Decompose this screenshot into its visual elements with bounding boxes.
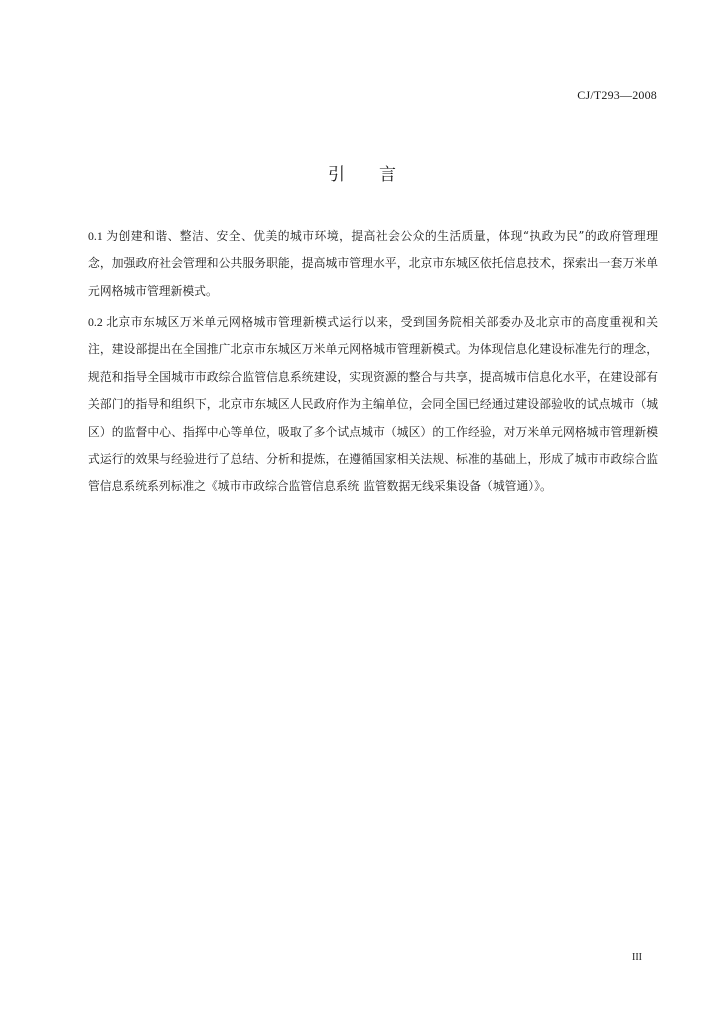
- paragraph-0-2: [88, 309, 658, 501]
- paragraph-number: 0.2: [88, 315, 103, 329]
- page-title: 引 言: [328, 165, 396, 185]
- document-code: CJ/T293—2008: [577, 88, 657, 102]
- paragraph-text: 为创建和谐、整洁、安全、优美的城市环境，提高社会公众的生活质量，体现“执政为民”的政府管理理念，加强政府社会管理和公共服务职能，提高城市管理水平，北京市东城区依托信息技术，探索出一套万米单元网格城市管理新模式。: [88, 229, 658, 298]
- paragraph-text: 北京市东城区万米单元网格城市管理新模式运行以来，受到国务院相关部委办及北京市的高度重视和关注，建设部提出在全国推广北京市东城区万米单元网格城市管理新模式。为体现信息化建设标准先行的理念，规范和指导全国城市市政综合监管信息系统建设，实现资源的整合与共享，提高城市信息化水平，在建设部有关部门的指导和组织下，北京市东城区人民政府作为主编单位，会同全国已经通过建设部验收的试点城市（城区）的监督中心、指挥中心等单位，吸取了多个试点城市（城区）的工作经验，对万米单元网格城市管理新模式运行的效果与经验进行了总结、分析和提炼，在遵循国家相关法规、标准的基础上，形成了城市市政综合监管信息系统系列标准之《城市市政综合监管信息系统 监管数据无线采集设备（城管通）》。: [88, 315, 658, 494]
- paragraph-0-1: [88, 223, 658, 305]
- paragraph-number: 0.1: [88, 229, 103, 243]
- page-number: III: [632, 952, 642, 963]
